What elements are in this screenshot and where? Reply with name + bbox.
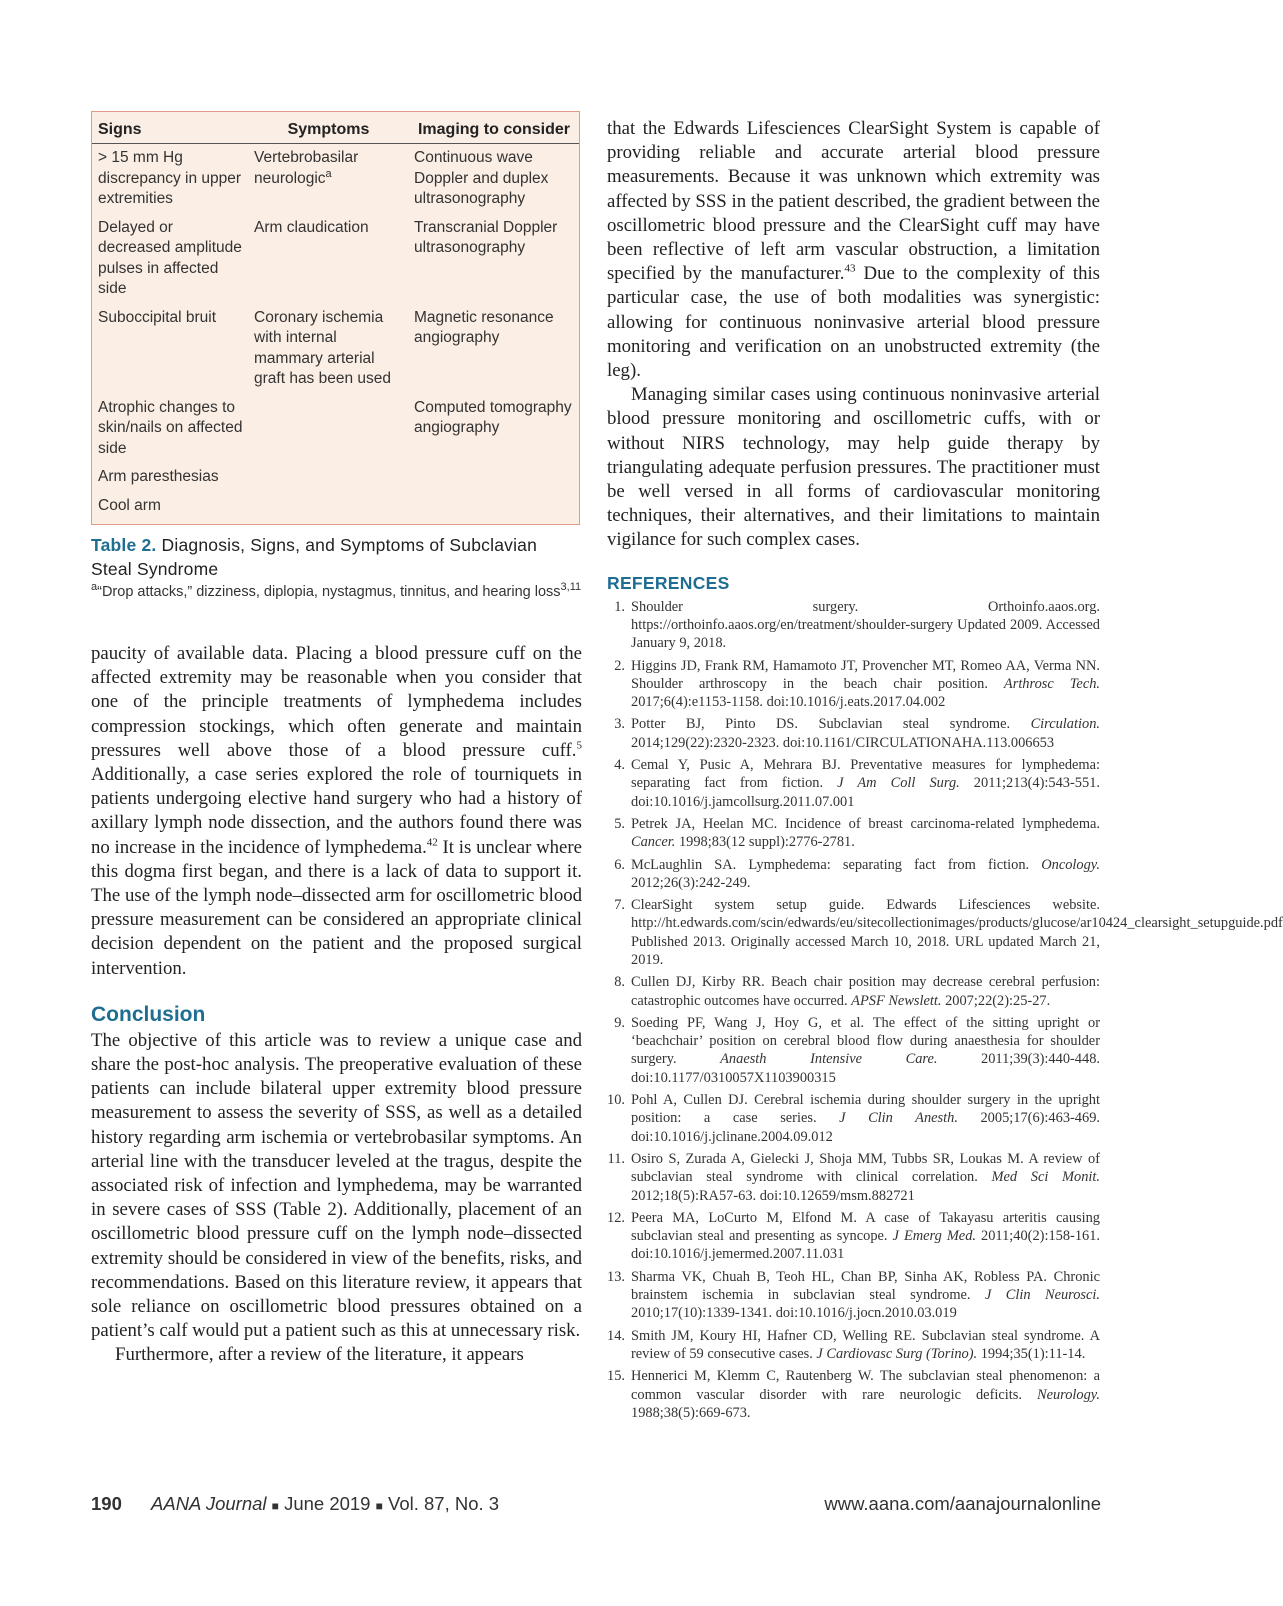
table-label: Table 2.	[91, 535, 157, 555]
table-row	[92, 214, 579, 304]
reference-item	[607, 973, 1100, 1010]
reference-number: 2.	[614, 657, 625, 674]
reference-item	[607, 856, 1100, 893]
reference-journal: Neurology.	[1036, 1386, 1100, 1403]
table-cell	[248, 394, 408, 464]
table-footnote	[91, 583, 582, 602]
left-column	[91, 111, 582, 1368]
reference-text: Osiro S, Zurada A, Gielecki J, Shoja MM, Tubbs SR, Loukas M. A review of subclavian steal syndrome with clinical correlation.	[631, 1150, 1100, 1186]
reference-item	[607, 657, 1100, 712]
citation: 5	[576, 739, 582, 752]
body-paragraph: Managing similar cases using continuous noninvasive arterial blood pressure monitoring and oscillometric cuffs, with or without NIRS technology, may help guide therapy by triangulating adequate perfusion pressures. The practitioner must be well versed in all forms of cardiovascular monitoring techniques, their alternatives, and their limitations to maintain vigilance for such complex cases.	[607, 384, 1100, 551]
reference-text: 1994;35(1):11-14.	[977, 1345, 1086, 1362]
reference-number: 15.	[607, 1368, 625, 1385]
table-cell: Cool arm	[98, 496, 161, 514]
reference-text: Peera MA, LoCurto M, Elfond M. A case of Takayasu arteritis causing subclavian steal and presenting as syncope.	[631, 1209, 1100, 1245]
reference-journal: J Cardiovasc Surg (Torino).	[816, 1345, 978, 1362]
table-cell: Continuous wave Doppler and duplex ultrasonography	[414, 149, 549, 207]
reference-item	[607, 598, 1100, 653]
table-caption	[91, 533, 582, 581]
reference-number: 12.	[607, 1209, 625, 1226]
reference-item	[607, 815, 1100, 852]
journal-name: AANA Journal	[151, 1493, 267, 1514]
table-cell: > 15 mm Hg discrepancy in upper extremities	[98, 149, 242, 207]
reference-journal: APSF Newslett.	[851, 992, 942, 1009]
reference-number: 1.	[614, 598, 625, 615]
table-cell: Magnetic resonance angiography	[414, 308, 554, 346]
reference-journal: Anaesth Intensive Care.	[720, 1051, 938, 1068]
journal-url[interactable]: www.aana.com/aanajournalonline	[824, 1493, 1101, 1514]
text-run: It is unclear where this dogma first began, and there is a lack of data to support it. The use of the lymph node–dissected arm for oscillometric blood pressure measurement can be considered an appropriate clinical decision dependent on the patient and the proposed surgical intervention.	[91, 836, 582, 979]
reference-text: 2012;26(3):242-249.	[631, 874, 751, 891]
reference-text: Sharma VK, Chuah B, Teoh HL, Chan BP, Sinha AK, Robless PA. Chronic brainstem ischemia in subclavian steal syndrome.	[631, 1268, 1100, 1304]
table-row	[92, 144, 579, 214]
reference-item	[607, 1209, 1100, 1264]
table-cell	[248, 144, 408, 214]
signs-symptoms-table	[92, 112, 579, 524]
volume: Vol. 87, No. 3	[388, 1493, 500, 1514]
table-cell: Transcranial Doppler ultrasonography	[414, 218, 558, 256]
reference-text: Shoulder surgery. Orthoinfo.aaos.org. https://orthoinfo.aaos.org/en/treatment/shoulder-surgery Updated 2009. Accessed January 9, 2018.	[631, 598, 1100, 652]
table-row	[92, 463, 579, 492]
reference-text: Hennerici M, Klemm C, Rautenberg W. The subclavian steal phenomenon: a common vascular disorder with rare neurologic deficits.	[631, 1368, 1100, 1403]
issue-date: June 2019	[284, 1493, 371, 1514]
page-number: 190	[91, 1493, 122, 1514]
reference-journal: J Am Coll Surg.	[837, 775, 960, 792]
reference-number: 5.	[614, 815, 625, 832]
reference-number: 8.	[614, 974, 625, 991]
reference-text: McLaughlin SA. Lymphedema: separating fact from fiction.	[631, 856, 1042, 873]
right-column	[607, 117, 1283, 1426]
reference-number: 4.	[614, 757, 625, 774]
conclusion-heading: Conclusion	[91, 1002, 206, 1026]
reference-number: 14.	[607, 1327, 625, 1344]
reference-journal: Cancer.	[631, 834, 676, 851]
reference-item	[607, 1091, 1100, 1146]
reference-number: 11.	[607, 1150, 625, 1167]
reference-item	[607, 1327, 1100, 1364]
reference-number: 3.	[614, 716, 625, 733]
reference-journal: Arthrosc Tech.	[1003, 675, 1100, 692]
cell-text: Vertebrobasilar neurologic	[254, 149, 359, 187]
reference-number: 9.	[614, 1014, 625, 1031]
table-row	[92, 304, 579, 394]
reference-text: Cullen DJ, Kirby RR. Beach chair position may decrease cerebral perfusion: catastrophic outcomes have occurred.	[631, 974, 1100, 1009]
footnote-mark: a	[91, 581, 98, 594]
body-paragraph: Furthermore, after a review of the literature, it appears	[115, 1344, 524, 1366]
reference-text: 2011;213(4):543-551. doi:10.1016/j.jamcollsurg.2011.07.001	[631, 775, 1100, 810]
reference-item	[607, 715, 1100, 752]
text-run: that the Edwards Lifesciences ClearSight System is capable of providing reliable and accurate arterial blood pressure measurements. Because it was unknown which extremity was affected by SSS in the patient described, the gradient between the oscillometric blood pressure and the ClearSight cuff may have been reflective of left arm vascular obstruction, a limitation specified by the manufacturer.	[607, 118, 1100, 285]
reference-text: Petrek JA, Heelan MC. Incidence of breast carcinoma-related lymphedema.	[631, 815, 1100, 832]
reference-item	[607, 756, 1100, 811]
table-caption-text: Diagnosis, Signs, and Symptoms of Subclavian Steal Syndrome	[91, 535, 538, 579]
table-cell: Delayed or decreased amplitude pulses in affected side	[98, 218, 242, 297]
reference-text: Higgins JD, Frank RM, Hamamoto JT, Provencher MT, Romeo AA, Verma NN. Shoulder arthroscopy in the beach chair position.	[631, 657, 1100, 692]
reference-journal: Med Sci Monit.	[991, 1169, 1100, 1186]
reference-text: 1988;38(5):669-673.	[631, 1404, 751, 1421]
reference-text: 2010;17(10):1339-1341. doi:10.1016/j.jocn.2010.03.019	[631, 1305, 957, 1322]
reference-item	[607, 1367, 1100, 1422]
text-run: paucity of available data. Placing a blood pressure cuff on the affected extremity may be reasonable when you consider that one of the principle treatments of lymphedema includes compression stockings, which often generate and maintain pressures well above those of a blood pressure cuff.	[91, 643, 582, 761]
table-cell: Atrophic changes to skin/nails on affected side	[98, 398, 243, 457]
reference-text: ClearSight system setup guide. Edwards Lifesciences website. http://ht.edwards.com/scin/edwards/eu/sitecollectionimages/products/glucose/ar10424_clearsight_setupguide.pdf Published 2013. Originally accessed March 10, 2018. URL updated March 21, 2019.	[631, 897, 1283, 968]
table-cell	[248, 463, 408, 492]
table-cell	[408, 463, 579, 492]
table-cell: Computed tomography angiography	[414, 398, 572, 436]
table-cell	[248, 492, 408, 525]
reference-text: 1998;83(12 suppl):2776-2781.	[675, 834, 855, 851]
references-heading: REFERENCES	[607, 572, 730, 593]
table-header: Imaging to consider	[408, 112, 579, 144]
footnote-text: “Drop attacks,” dizziness, diplopia, nystagmus, tinnitus, and hearing loss	[97, 584, 561, 600]
table-2	[91, 111, 580, 525]
text-run: Due to the complexity of this particular case, the use of both modalities was synergistic: allowing for continuous noninvasive arterial blood pressure monitoring and verification on an unobstructed extremity (the leg).	[607, 263, 1100, 382]
citation: 42	[426, 836, 438, 849]
separator: ■	[375, 1499, 383, 1513]
reference-text: Soeding PF, Wang J, Hoy G, et al. The effect of the sitting upright or ‘beachchair’ position on cerebral blood flow during anaesthesia for shoulder surgery.	[631, 1014, 1100, 1068]
reference-text: 2014;129(22):2320-2323. doi:10.1161/CIRCULATIONAHA.113.006653	[631, 734, 1055, 751]
reference-journal: J Clin Anesth.	[839, 1110, 958, 1127]
reference-item	[607, 1268, 1100, 1323]
reference-text: 2017;6(4):e1153-1158. doi:10.1016/j.eats.2017.04.002	[631, 694, 946, 711]
separator: ■	[271, 1499, 279, 1513]
table-header: Signs	[92, 112, 248, 144]
body-paragraph	[91, 642, 582, 981]
reference-journal: Circulation.	[1030, 716, 1100, 733]
reference-text: Smith JM, Koury HI, Hafner CD, Welling RE. Subclavian steal syndrome. A review of 59 consecutive cases.	[631, 1327, 1100, 1362]
reference-number: 7.	[614, 897, 625, 914]
table-header: Symptoms	[248, 112, 408, 144]
table-row	[92, 394, 579, 464]
reference-text: 2011;40(2):158-161. doi:10.1016/j.jemermed.2007.11.031	[631, 1228, 1101, 1263]
reference-item	[607, 1150, 1100, 1205]
reference-number: 10.	[607, 1092, 625, 1109]
table-cell: Arm claudication	[254, 218, 369, 236]
page-footer	[91, 1493, 1101, 1515]
table-header-row	[92, 112, 579, 144]
reference-text: Pohl A, Cullen DJ. Cerebral ischemia during shoulder surgery in the upright position: a case series.	[631, 1092, 1100, 1127]
reference-text: 2007;22(2):25-27.	[941, 992, 1051, 1009]
citation: 43	[844, 262, 856, 275]
reference-journal: J Emerg Med.	[892, 1228, 976, 1245]
reference-list	[607, 598, 1283, 1422]
reference-text: Potter BJ, Pinto DS. Subclavian steal syndrome.	[631, 716, 1031, 733]
reference-text: Cemal Y, Pusic A, Mehrara BJ. Preventative measures for lymphedema: separating fact from fiction.	[631, 757, 1100, 792]
text-run: Additionally, a case series explored the role of tourniquets in patients undergoing elective hand surgery who had a history of axillary lymph node dissection, and the authors found there was no increase in the incidence of lymphedema.	[91, 764, 582, 858]
reference-text: 2011;39(3):440-448. doi:10.1177/0310057X1103900315	[631, 1051, 1100, 1086]
reference-item	[607, 1014, 1100, 1087]
body-paragraph	[607, 117, 1100, 383]
reference-journal: J Clin Neurosci.	[984, 1287, 1100, 1304]
table-cell: Arm paresthesias	[98, 468, 219, 485]
reference-journal: Oncology.	[1041, 856, 1100, 873]
footnote-refs: 3,11	[560, 581, 582, 594]
table-cell	[408, 492, 579, 525]
reference-number: 13.	[607, 1268, 625, 1285]
footnote-mark: a	[325, 167, 332, 180]
reference-number: 6.	[614, 856, 625, 873]
reference-text: 2012;18(5):RA57-63. doi:10.12659/msm.882721	[631, 1187, 915, 1204]
reference-text: 2005;17(6):463-469. doi:10.1016/j.jclinane.2004.09.012	[631, 1110, 1100, 1145]
table-row	[92, 492, 579, 525]
reference-item	[607, 896, 1283, 969]
table-cell: Suboccipital bruit	[98, 308, 217, 326]
table-cell: Coronary ischemia with internal mammary arterial graft has been used	[254, 308, 392, 387]
body-paragraph: The objective of this article was to review a unique case and share the post-hoc analysis. The preoperative evaluation of these patients can include bilateral upper extremity blood pressure measurement to assess the severity of SSS, as well as a detailed history regarding arm ischemia or vertebrobasilar symptoms. An arterial line with the transducer leveled at the tragus, despite the associated risk of infection and lymphedema, may be warranted in severe cases of SSS (Table 2). Additionally, placement of an oscillometric blood pressure cuff on the lymph node–dissected extremity should be considered in view of the benefits, risks, and recommendations. Based on this literature review, it appears that sole reliance on oscillometric blood pressures obtained on a patient’s calf would put a patient such as this at unnecessary risk.	[91, 1029, 582, 1342]
